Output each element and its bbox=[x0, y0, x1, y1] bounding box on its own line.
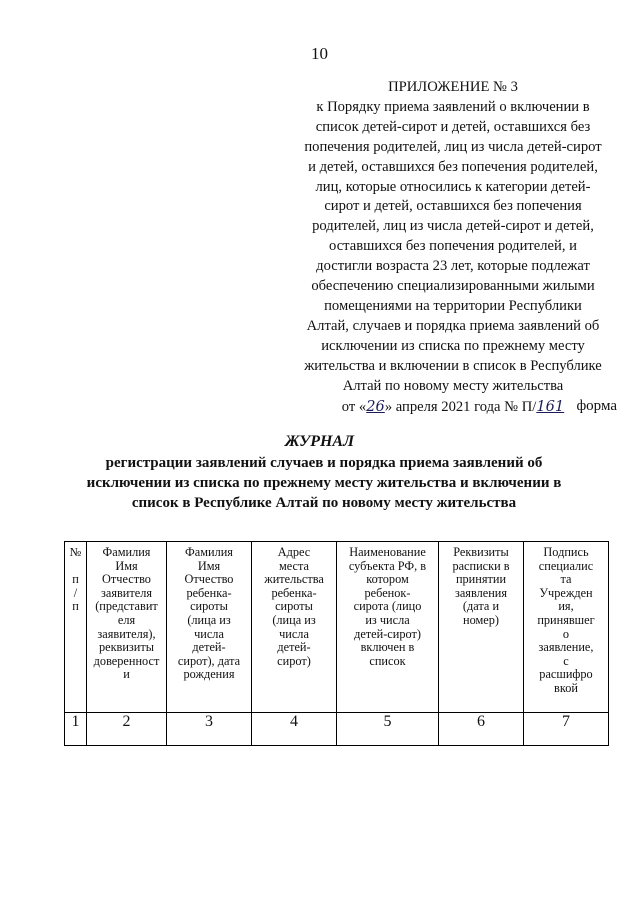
header-line: заявителя bbox=[101, 585, 152, 600]
header-line: (дата и bbox=[462, 599, 500, 614]
appendix-line: список детей-сирот и детей, оставшихся без bbox=[315, 118, 591, 135]
header-cell-address bbox=[252, 542, 337, 713]
header-line bbox=[67, 560, 84, 574]
header-line: та bbox=[560, 572, 572, 587]
header-line: вкой bbox=[554, 680, 578, 695]
header-line: еля bbox=[117, 612, 136, 627]
appendix-line: обеспечению специализированными жилыми bbox=[311, 278, 595, 295]
date-middle: » апреля 2021 года № П/ bbox=[384, 398, 537, 415]
appendix-line: сирот и детей, оставшихся без попечения bbox=[324, 198, 582, 215]
column-number-cell: 7 bbox=[524, 713, 609, 746]
header-line: и bbox=[123, 667, 130, 682]
appendix-date bbox=[280, 397, 626, 418]
appendix-line: оставшихся без попечения родителей, и bbox=[329, 238, 577, 255]
appendix-line: помещениями на территории Республики bbox=[324, 297, 582, 314]
header-cell-region bbox=[337, 542, 439, 713]
header-line: расписки в bbox=[452, 558, 510, 573]
header-line: субъекта РФ, в bbox=[348, 558, 427, 573]
column-number-cell: 4 bbox=[252, 713, 337, 746]
header-line: сирот), дата bbox=[177, 653, 241, 668]
header-line: (представит bbox=[95, 599, 158, 614]
header-line: Фамилия bbox=[102, 545, 151, 559]
header-line: (лица из bbox=[272, 612, 316, 627]
appendix-block bbox=[280, 78, 626, 417]
header-line: Реквизиты bbox=[453, 545, 509, 559]
header-line: ребенка- bbox=[271, 585, 317, 600]
table-header-row bbox=[65, 542, 609, 713]
appendix-line: попечения родителей, лиц из числа детей-сирот bbox=[304, 138, 602, 155]
header-line: список bbox=[369, 653, 406, 668]
header-line: о bbox=[562, 626, 570, 641]
header-line: принятии bbox=[455, 572, 507, 587]
header-line: места bbox=[279, 558, 309, 573]
header-line: Имя bbox=[197, 558, 221, 573]
header-line: специалис bbox=[538, 558, 594, 573]
header-line: п bbox=[72, 599, 79, 614]
header-line: Наименование bbox=[349, 545, 426, 559]
header-line: детей- bbox=[192, 640, 226, 655]
journal-table bbox=[64, 541, 609, 746]
date-day-handwritten: 26 bbox=[366, 397, 385, 415]
header-line: ребенка- bbox=[186, 585, 232, 600]
header-line: заявления bbox=[454, 585, 508, 600]
header-line: / bbox=[73, 585, 78, 600]
header-line: (лица из bbox=[187, 612, 231, 627]
header-line: ребенок- bbox=[364, 585, 411, 600]
header-line: сироты bbox=[190, 599, 228, 614]
appendix-line: Алтай по новому месту жительства bbox=[342, 377, 564, 394]
appendix-line: жительства и включении в список в Республике bbox=[304, 357, 602, 374]
header-line: детей-сирот) bbox=[354, 626, 421, 641]
header-line: № bbox=[69, 545, 82, 559]
order-number-handwritten: 161 bbox=[536, 397, 565, 415]
journal-subtitle-line: исключении из списка по прежнему месту жительства и включении в bbox=[86, 475, 562, 491]
header-line: числа bbox=[279, 626, 309, 641]
header-line: сирот) bbox=[277, 653, 311, 668]
appendix-line: исключении из списка по прежнему месту bbox=[321, 337, 585, 354]
header-line: котором bbox=[366, 572, 409, 587]
header-line: принявшег bbox=[537, 612, 595, 627]
header-line: реквизиты bbox=[98, 640, 155, 655]
header-line: номер) bbox=[463, 612, 499, 627]
page-number: 10 bbox=[311, 44, 328, 63]
column-number-cell: 5 bbox=[337, 713, 439, 746]
table-row bbox=[65, 713, 609, 746]
header-cell-signature bbox=[524, 542, 609, 713]
column-number-cell: 2 bbox=[87, 713, 167, 746]
header-line: Подпись bbox=[543, 545, 589, 559]
header-cell-orphan-name bbox=[167, 542, 252, 713]
column-number-cell: 1 bbox=[65, 713, 87, 746]
header-line: Имя bbox=[115, 558, 138, 573]
journal-subtitle-line: регистрации заявлений случаев и порядка приема заявлений об bbox=[105, 455, 543, 471]
header-line: числа bbox=[194, 626, 224, 641]
header-line: из числа bbox=[365, 612, 410, 627]
appendix-line: к Порядку приема заявлений о включении в bbox=[316, 98, 590, 115]
header-line: с bbox=[563, 653, 569, 668]
header-cell-number bbox=[65, 542, 87, 713]
journal-subtitle bbox=[40, 453, 608, 513]
header-line: сироты bbox=[275, 599, 313, 614]
journal-title: ЖУРНАЛ bbox=[284, 433, 355, 450]
header-line: Учрежден bbox=[539, 585, 593, 600]
header-line: доверенност bbox=[93, 653, 160, 668]
header-line: включен в bbox=[360, 640, 415, 655]
date-prefix: от « bbox=[341, 398, 367, 415]
header-line: детей- bbox=[277, 640, 311, 655]
journal-subtitle-line: список в Республике Алтай по новому месту жительства bbox=[131, 495, 517, 511]
header-line: Отчество bbox=[184, 572, 234, 587]
header-line: рождения bbox=[183, 667, 235, 682]
appendix-line: Алтай, случаев и порядка приема заявлений об bbox=[306, 317, 600, 334]
header-cell-applicant bbox=[87, 542, 167, 713]
header-line: расшифро bbox=[539, 667, 593, 682]
column-number-cell: 6 bbox=[439, 713, 524, 746]
appendix-line: родителей, лиц из числа детей-сирот и детей, bbox=[312, 218, 594, 235]
header-line: п bbox=[72, 572, 79, 587]
form-label: форма bbox=[576, 398, 617, 414]
header-line: заявителя), bbox=[97, 626, 156, 641]
header-line: Фамилия bbox=[185, 545, 233, 559]
appendix-title: ПРИЛОЖЕНИЕ № 3 bbox=[388, 79, 518, 95]
appendix-line: и детей, оставшихся без попечения родителей, bbox=[308, 158, 598, 175]
appendix-line: лиц, которые относились к категории детей- bbox=[315, 178, 591, 195]
appendix-line: достигли возраста 23 лет, которые подлежат bbox=[316, 258, 590, 275]
header-line: жительства bbox=[264, 572, 324, 587]
column-number-cell: 3 bbox=[167, 713, 252, 746]
header-line: ия, bbox=[558, 599, 574, 614]
header-line: сирота (лицо bbox=[353, 599, 422, 614]
header-line: Адрес bbox=[277, 545, 311, 559]
header-line: заявление, bbox=[538, 640, 594, 655]
header-line: Отчество bbox=[102, 572, 151, 587]
header-cell-receipt bbox=[439, 542, 524, 713]
